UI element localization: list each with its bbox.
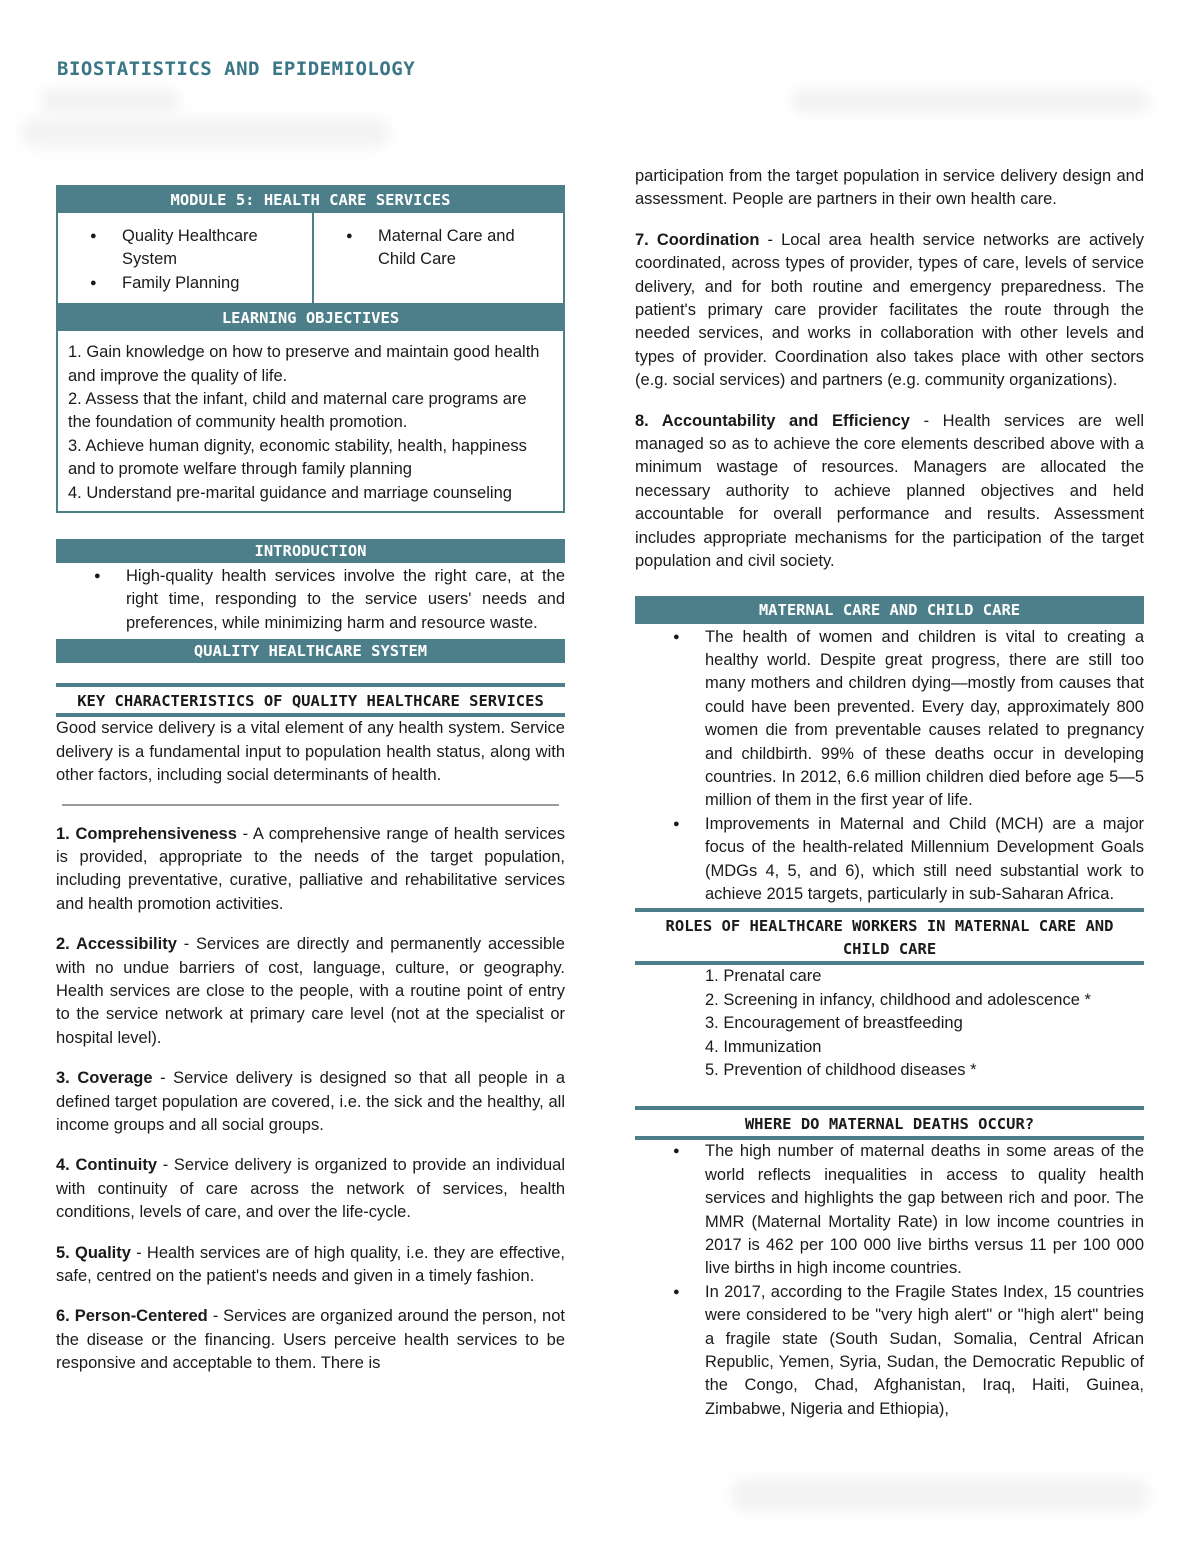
role-item: 5. Prevention of childhood diseases *	[705, 1061, 977, 1079]
objectives-title: LEARNING OBJECTIVES	[58, 305, 563, 331]
maternal-deaths-bullet: ● The high number of maternal deaths in some areas of the world reflects inequalities in access to quality health services and highlights the gap between rich and poor. The MMR (Maternal Mortality Rate) in low income countries in 2017 is 462 per 100 000 live births versus 11 per 100 000 live births in high income countries.	[635, 1140, 1144, 1280]
topics-left	[58, 213, 314, 303]
role-item: 2. Screening in infancy, childhood and adolescence *	[705, 990, 1091, 1009]
left-column	[56, 185, 565, 1376]
objective-item: 4. Understand pre-marital guidance and marriage counseling	[68, 483, 512, 502]
maternal-care-bullet: ● The health of women and children is vital to creating a healthy world. Despite great progress, there are still too many mothers and children dying—mostly from causes that could have been prevented. Every day, approximately 800 women die from preventable causes related to pregnancy and childbirth. 99% of these deaths occur in developing countries. In 2012, 6.6 million children died before age 5—5 million of them in the first year of life.	[635, 626, 1144, 813]
maternal-care-heading: MATERNAL CARE AND CHILD CARE	[635, 596, 1144, 624]
topic-list	[66, 225, 304, 295]
characteristic-item	[56, 1154, 565, 1224]
characteristic-term: 1. Comprehensiveness	[56, 824, 237, 843]
characteristic-item	[56, 1305, 565, 1375]
characteristic-desc: - Health services are of high quality, i.e. they are effective, safe, centred on the patient's needs and given in a timely fashion.	[56, 1243, 565, 1285]
topic-item: ● Quality Healthcare System	[66, 225, 304, 272]
introduction-heading: INTRODUCTION	[56, 539, 565, 563]
characteristic-desc: - Services are organized around the person, not the disease or the financing. Users perceive health services to be responsive and acceptable to them. There is	[56, 1307, 565, 1373]
maternal-deaths-heading: WHERE DO MATERNAL DEATHS OCCUR?	[635, 1106, 1144, 1140]
objectives-list	[58, 331, 563, 511]
role-item: 1. Prenatal care	[705, 967, 822, 986]
right-column	[635, 165, 1144, 1421]
redaction-smudge	[40, 88, 180, 114]
characteristic-desc: - Service delivery is designed so that all people in a defined target population are covered, i.e. the sick and the healthy, all income groups and all social groups.	[56, 1069, 565, 1134]
objective-item: 3. Achieve human dignity, economic stability, health, happiness and to promote welfare through family planning	[68, 436, 527, 479]
module-box	[56, 185, 565, 513]
characteristic-desc: - Service delivery is organized to provide an individual with continuity of care across the network of services, health conditions, levels of care, and over the life-cycle.	[56, 1156, 565, 1222]
page-title: BIOSTATISTICS AND EPIDEMIOLOGY	[57, 58, 416, 80]
module-title: MODULE 5: HEALTH CARE SERVICES	[58, 187, 563, 213]
characteristic-item	[56, 823, 565, 917]
introduction-bullet: ● High-quality health services involve the right care, at the right time, responding to the service users' needs and preferences, while minimizing harm and resource waste.	[56, 565, 565, 635]
roles-heading: ROLES OF HEALTHCARE WORKERS IN MATERNAL CARE AND CHILD CARE	[635, 908, 1144, 965]
key-characteristics-heading: KEY CHARACTERISTICS OF QUALITY HEALTHCARE SERVICES	[56, 683, 565, 717]
maternal-deaths-list	[635, 1140, 1144, 1421]
topic-item: ● Family Planning	[66, 272, 304, 295]
redaction-smudge	[730, 1478, 1150, 1512]
objective-item: 2. Assess that the infant, child and maternal care programs are the foundation of community health promotion.	[68, 390, 527, 432]
characteristic-item	[635, 229, 1144, 393]
objective-item: 1. Gain knowledge on how to preserve and maintain good health and improve the quality of life.	[68, 343, 540, 385]
characteristic-term: 4. Continuity	[56, 1156, 158, 1175]
quality-healthcare-heading: QUALITY HEALTHCARE SYSTEM	[56, 639, 565, 663]
characteristic-item	[56, 933, 565, 1050]
characteristic-term: 3. Coverage	[56, 1069, 153, 1088]
topic-item: ● Maternal Care and Child Care	[322, 225, 555, 272]
characteristic-item	[56, 1242, 565, 1289]
characteristic-term: 6. Person-Centered	[56, 1307, 208, 1326]
maternal-care-bullet: ● Improvements in Maternal and Child (MCH) are a major focus of the health-related Millennium Development Goals (MDGs 4, 5, and 6), which still need substantial work to achieve 2015 targets, particularly in sub-Saharan Africa.	[635, 813, 1144, 907]
topic-list	[322, 225, 555, 272]
characteristic-item	[635, 410, 1144, 574]
module-topics	[58, 213, 563, 305]
key-characteristics-text: Good service delivery is a vital element of any health system. Service delivery is a fundamental input to population health status, along with other factors, including social determinants of health.	[56, 719, 565, 785]
redaction-smudge	[20, 118, 390, 148]
characteristic-term: 7. Coordination	[635, 230, 760, 249]
characteristic-desc: - Health services are well managed so as to achieve the core elements described above with a minimum wastage of resources. Managers are allocated the necessary authority to achieve planned objectives and held accountable for overall performance and results. Assessment includes appropriate mechanisms for the participation of the target population and civil society.	[635, 411, 1144, 571]
maternal-deaths-bullet: ● In 2017, according to the Fragile States Index, 15 countries were considered to be "very high alert" or "high alert" being a fragile state (South Sudan, Somalia, Central African Republic, Yemen, Syria, Sudan, the Democratic Republic of the Congo, Chad, Afghanistan, Iraq, Haiti, Guinea, Zimbabwe, Nigeria and Ethiopia),	[635, 1281, 1144, 1421]
redaction-smudge	[790, 88, 1150, 114]
role-item: 3. Encouragement of breastfeeding	[705, 1014, 963, 1033]
role-item: 4. Immunization	[705, 1037, 822, 1056]
characteristic-term: 5. Quality	[56, 1243, 131, 1262]
introduction-list	[56, 565, 565, 635]
divider	[62, 804, 559, 806]
continuation-text: participation from the target population in service delivery design and assessment. People are partners in their own health care.	[635, 167, 1144, 209]
characteristic-desc: - Services are directly and permanently accessible with no undue barriers of cost, language, culture, or geography. Health services are close to the people, with a routine point of entry to the service network at primary care level (not at the specialist or hospital level).	[56, 935, 565, 1047]
characteristic-desc: - A comprehensive range of health services is provided, appropriate to the needs of the target population, including preventative, curative, palliative and rehabilitative services and health promotion activities.	[56, 824, 565, 913]
characteristic-term: 8. Accountability and Efficiency	[635, 411, 910, 430]
characteristic-desc: - Local area health service networks are actively coordinated, across types of provider, types of care, levels of service delivery, and for both routine and emergency preparedness. The patient's primary care provider facilitates the route through the needed services, and works in collaboration with other levels and types of provider. Coordination also takes place with other sectors (e.g. social services) and partners (e.g. community organizations).	[635, 230, 1144, 390]
characteristic-term: 2. Accessibility	[56, 935, 177, 954]
maternal-care-list	[635, 626, 1144, 907]
roles-list	[635, 965, 1144, 1082]
topics-right	[314, 213, 563, 303]
characteristic-item	[56, 1067, 565, 1137]
